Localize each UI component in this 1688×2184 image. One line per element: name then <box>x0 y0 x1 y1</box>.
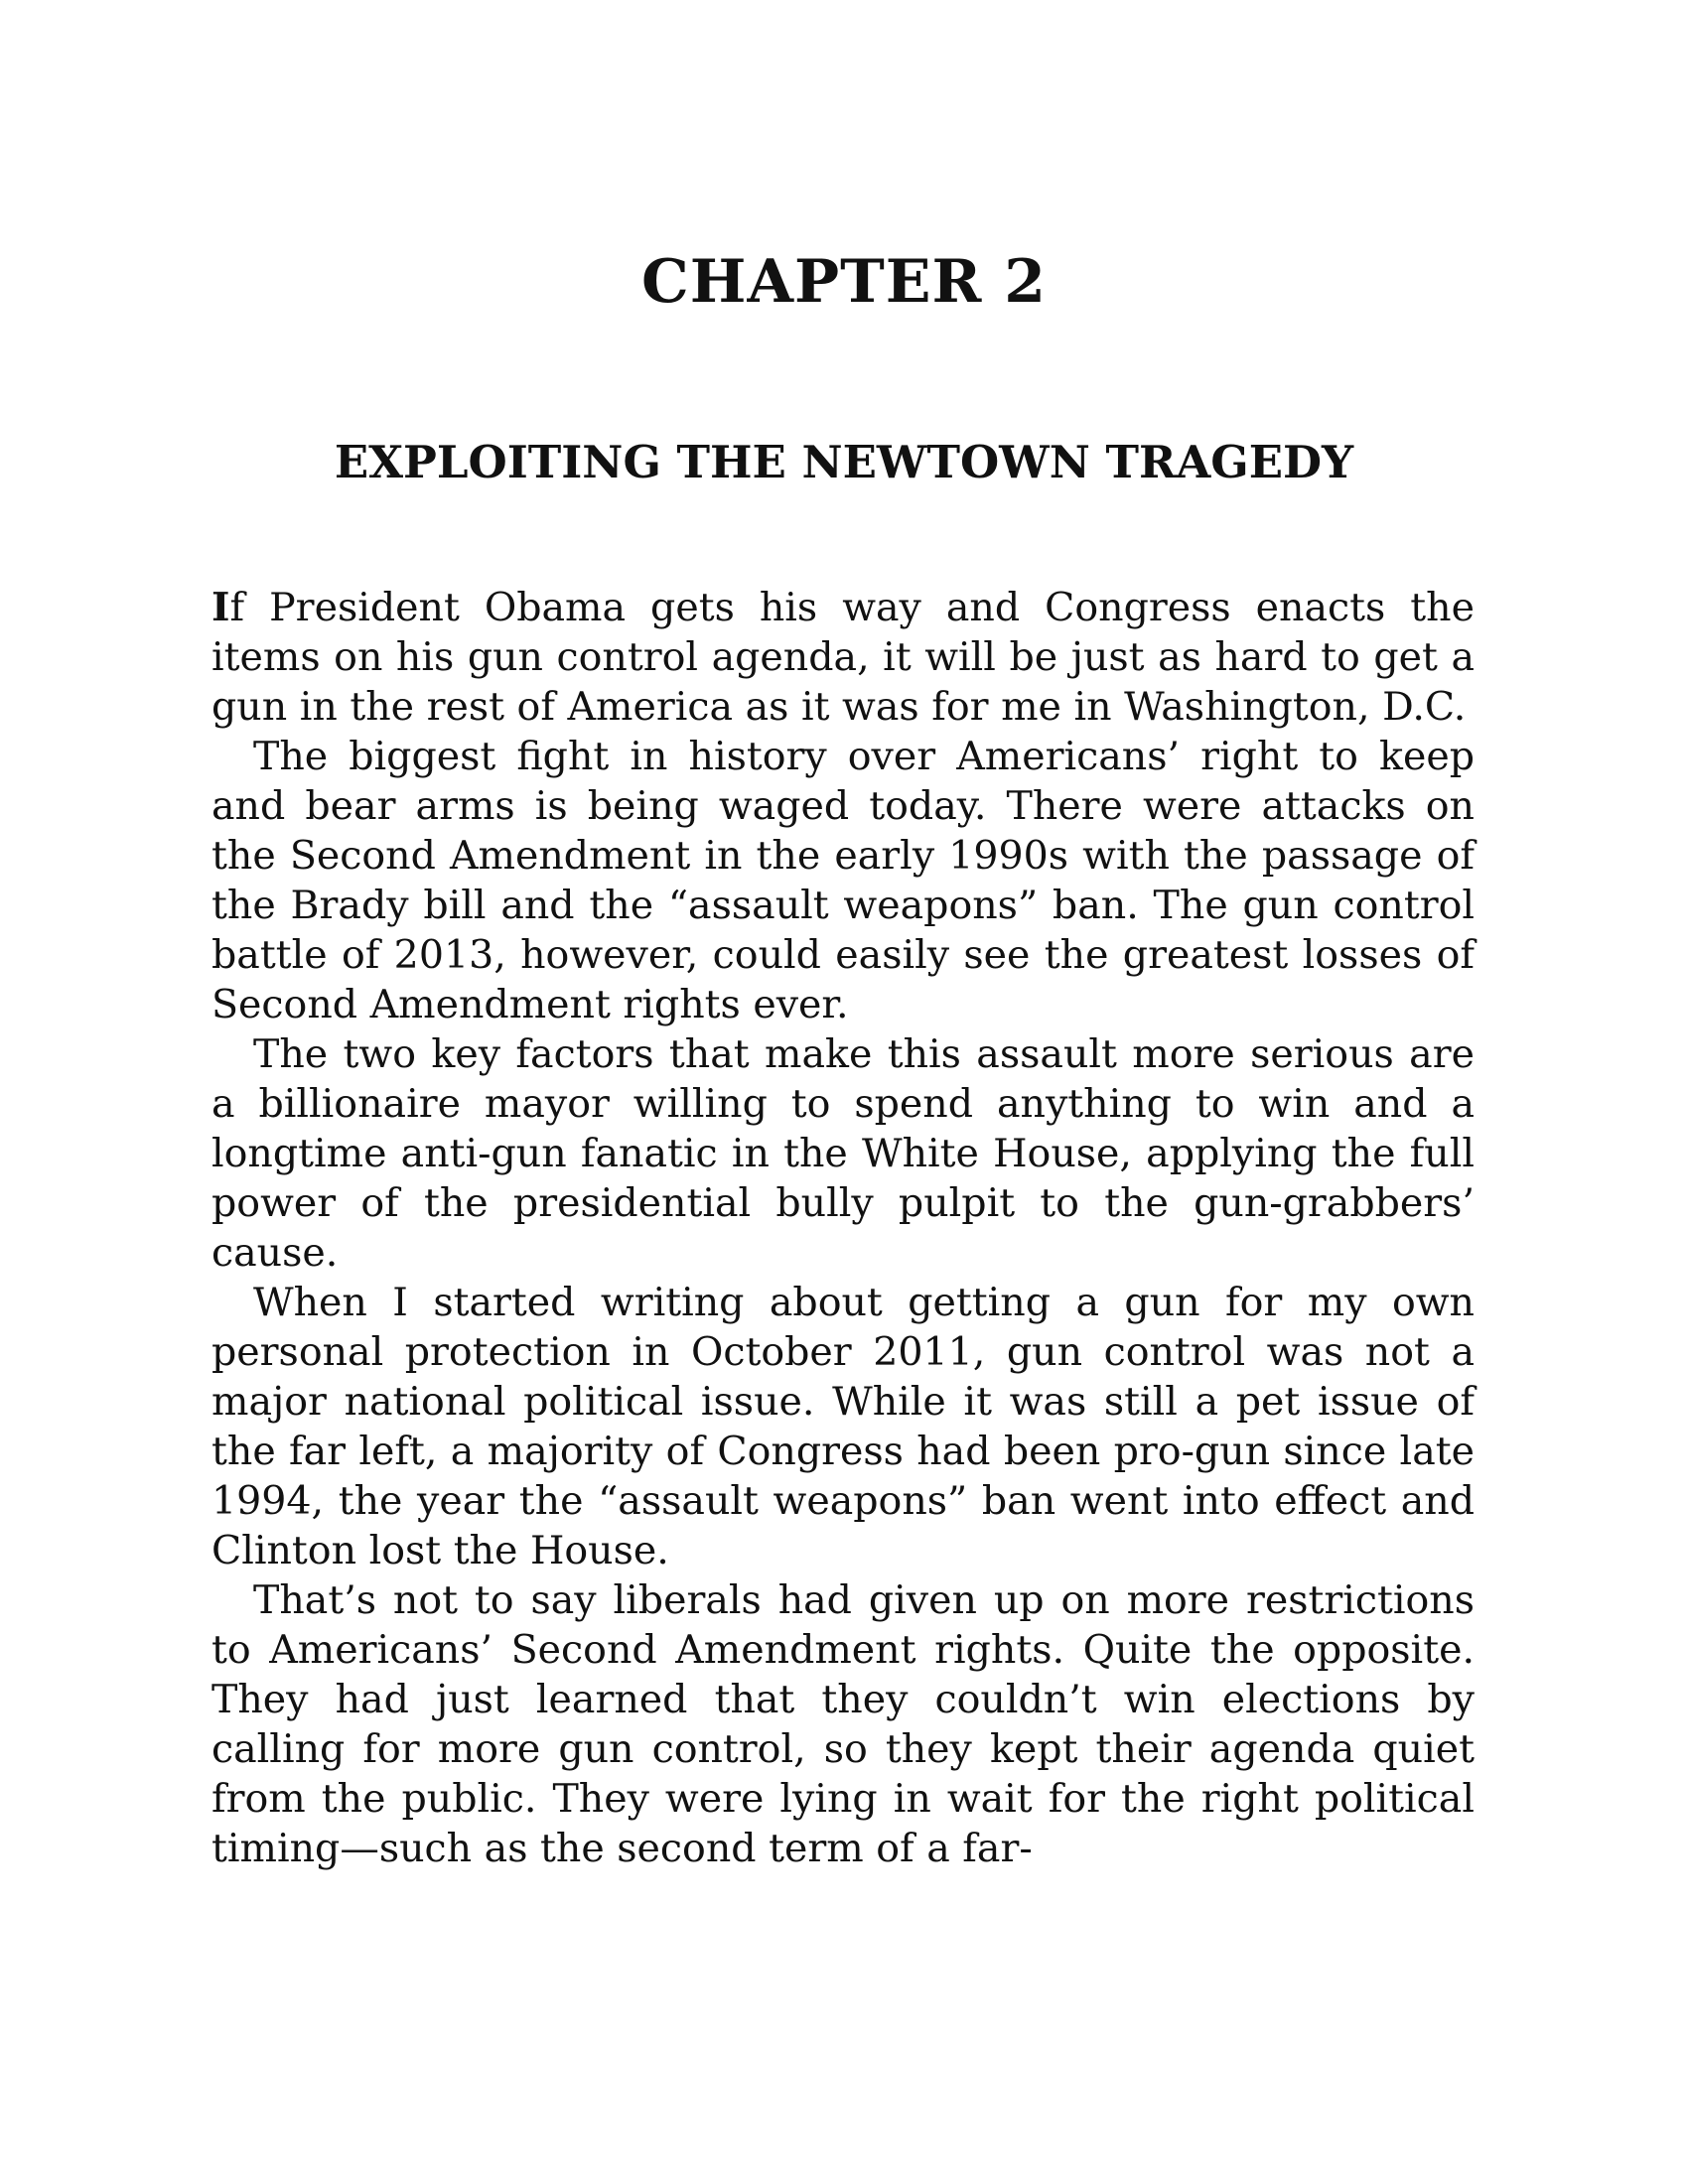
paragraph-2: The biggest fight in history over Americans’ right to keep and bear arms is being waged today. There were attacks on the Second Amendment in the early 1990s with the passage of the Brady bill and the “assault weapons” ban. The gun control battle of 2013, however, could easily see the greatest losses of Second Amendment rights ever. <box>211 734 1475 1027</box>
paragraph-3: The two key factors that make this assault more serious are a billionaire mayor willing to spend anything to win and a longtime anti-gun fanatic in the White House, applying the full power of the presidential bully pulpit to the gun-grabbers’ cause. <box>211 1031 1475 1276</box>
paragraph-initial: I <box>211 585 230 630</box>
chapter-number: CHAPTER 2 <box>641 247 1047 317</box>
chapter-body <box>211 583 1475 1873</box>
paragraph-4: When I started writing about getting a gun for my own personal protection in October 2011, gun control was not a major national political issue. While it was still a pet issue of the far left, a majority of Congress had been pro-gun since late 1994, the year the “assault weapons” ban went into effect and Clinton lost the House. <box>211 1280 1475 1573</box>
paragraph-1 <box>211 583 1475 732</box>
chapter-title: EXPLOITING THE NEWTOWN TRAGEDY <box>334 436 1354 488</box>
paragraph-5: That’s not to say liberals had given up on more restrictions to Americans’ Second Amendment rights. Quite the opposite. They had just learned that they couldn’t win elections by calling for more gun control, so they kept their agenda quiet from the public. They were lying in wait for the right political timing—such as the second term of a far- <box>211 1577 1475 1871</box>
paragraph-1-text: f President Obama gets his way and Congress enacts the items on his gun control agenda, it will be just as hard to get a gun in the rest of America as it was for me in Washington, D.C. <box>211 585 1475 730</box>
